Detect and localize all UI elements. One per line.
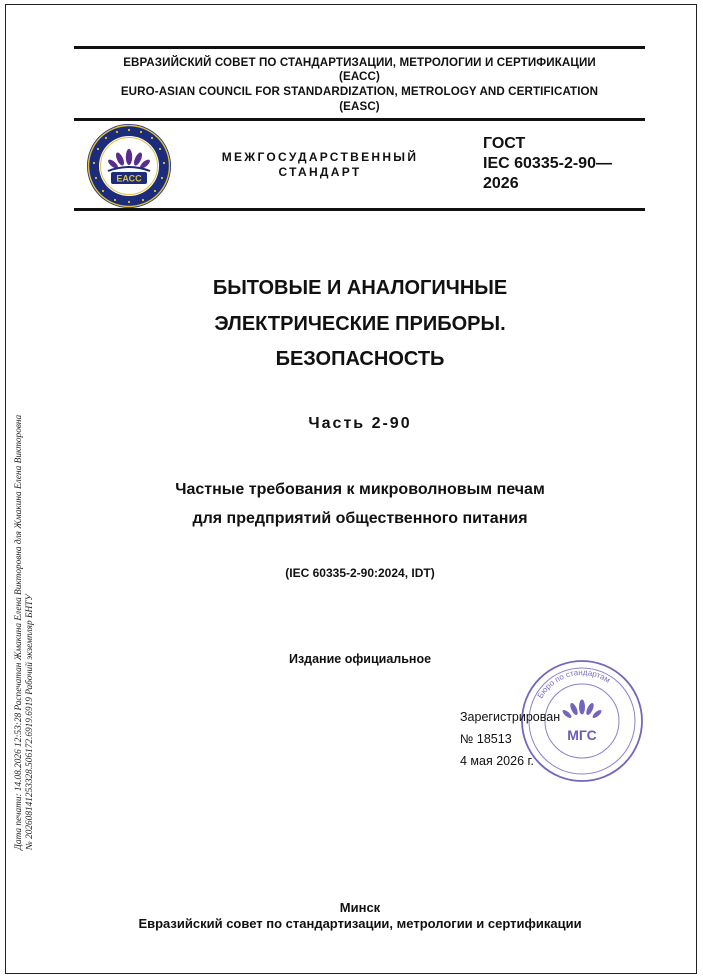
document-title-line2: ЭЛЕКТРИЧЕСКИЕ ПРИБОРЫ. — [214, 313, 506, 335]
header-middle-rule — [74, 118, 645, 121]
registration-number: № 18513 — [460, 732, 512, 746]
council-abbr-en: (EASC) — [339, 100, 380, 113]
side-print-note — [14, 280, 36, 850]
side-note-line2: № 202608141253328.506172.6919.6919 Рабочий экземпляр БНТУ — [25, 594, 35, 850]
document-subtitle-line1: Частные требования к микроволновым печам — [175, 481, 545, 498]
registration-date: 4 мая 2026 г. — [460, 754, 534, 768]
designation-line3: 2026 — [483, 175, 519, 192]
council-name-ru: ЕВРАЗИЙСКИЙ СОВЕТ ПО СТАНДАРТИЗАЦИИ, МЕТРОЛОГИИ И СЕРТИФИКАЦИИ — [123, 56, 596, 69]
stamp-ring-text: Бюро по стандартам — [535, 667, 612, 700]
designation-line2: IEC 60335-2-90— — [483, 155, 612, 172]
standard-type-line2: СТАНДАРТ — [278, 165, 362, 179]
council-abbr-ru: (ЕАСС) — [339, 70, 380, 83]
easc-logo — [86, 123, 172, 209]
standard-type — [195, 150, 445, 180]
standard-designation — [483, 134, 643, 194]
easc-logo-text: ЕАСС — [116, 173, 142, 184]
edition-label: Издание официальное — [288, 652, 432, 666]
stamp-text: МГС — [567, 727, 597, 743]
document-title-line3: БЕЗОПАСНОСТЬ — [275, 348, 445, 370]
side-note-line1: Дата печати: 14.08.2026 12:53:28 Распечатан Жмакина Елена Викторовна для Жмакина Елена Викторовна — [14, 414, 24, 850]
header-bottom-rule — [74, 208, 645, 211]
header-top-rule — [74, 46, 645, 49]
document-title-line1: БЫТОВЫЕ И АНАЛОГИЧНЫЕ — [212, 277, 508, 299]
registration-label: Зарегистрирован — [460, 710, 561, 724]
document-part: Часть 2-90 — [308, 415, 412, 432]
designation-line1: ГОСТ — [483, 135, 526, 152]
document-subtitle-line2: для предприятий общественного питания — [192, 510, 528, 527]
standard-type-line1: МЕЖГОСУДАРСТВЕННЫЙ — [221, 150, 419, 164]
publisher-name: Евразийский совет по стандартизации, метрологии и сертификации — [138, 916, 582, 931]
council-name-en: EURO-ASIAN COUNCIL FOR STANDARDIZATION, METROLOGY AND CERTIFICATION — [120, 85, 599, 98]
iec-reference: (IEC 60335-2-90:2024, IDT) — [285, 566, 435, 580]
publication-city: Минск — [339, 900, 381, 915]
